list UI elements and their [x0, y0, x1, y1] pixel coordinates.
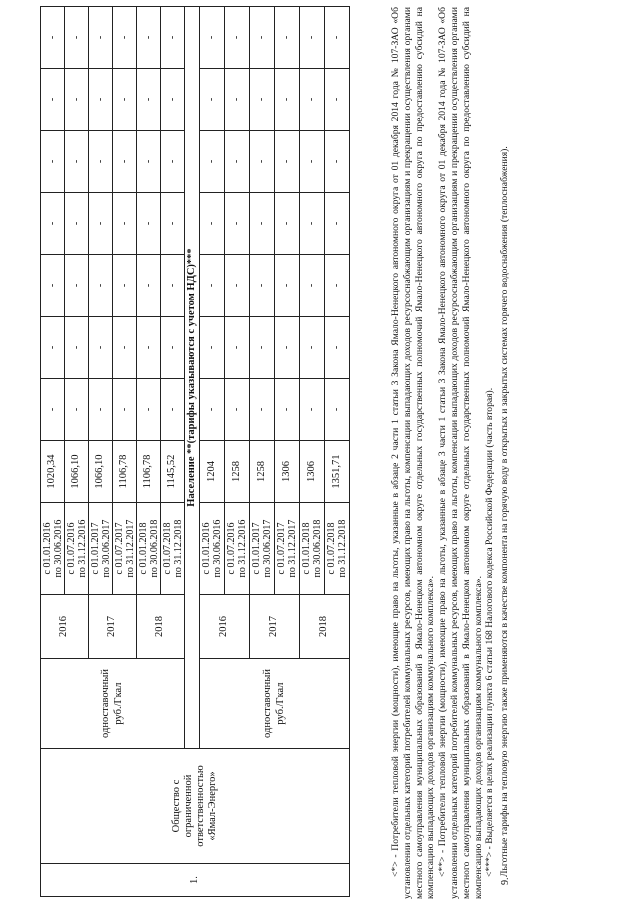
dash: - — [306, 159, 318, 164]
period-from: с 01.01.2018 — [301, 522, 312, 575]
period-from: с 01.07.2018 — [161, 522, 173, 575]
period-to: по 30.06.2016 — [52, 519, 64, 578]
tariff-value-cell — [250, 441, 275, 503]
period-from: с 01.01.2016 — [41, 522, 53, 575]
period-cell — [89, 503, 113, 595]
dash-cell — [161, 69, 185, 131]
dash-cell — [113, 317, 137, 379]
dash: - — [306, 407, 318, 412]
dash-cell — [300, 7, 325, 69]
period-cell — [250, 503, 275, 595]
dash-cell — [250, 131, 275, 193]
period-to: по 31.12.2017 — [287, 519, 298, 578]
year-cell — [41, 595, 89, 659]
footnote-double-asterisk: <**> - Потребители тепловой энергии (мощности), имеющие право на льготы, указанные в абзаце 3 части 1 статьи 3 Закона Ямало-Ненецкого автономного округа от 01 декабря 2014 года № 107-ЗАО «Об установлении отдельных категорий потребителей коммунальных ресурсов, имеющих право на льготы, компенсации выпадающих доходов ресурсоснабжающим организациям и прекращении осуществления органами местного самоуправления муниципальных образований в Ямало-Ненецком автономном округе отдельных государственных полномочий Ямало-Ненецкого автономного округа по предоставлению субсидий на компенсацию выпадающих доходов организациям коммунального комплекса». — [437, 7, 484, 899]
period-from: с 01.01.2016 — [201, 522, 212, 575]
dash: - — [256, 97, 268, 102]
dash: - — [256, 407, 268, 412]
dash-cell — [225, 379, 250, 441]
dash: - — [94, 345, 106, 350]
year-label: 2018 — [154, 616, 166, 637]
dash: - — [206, 345, 218, 350]
dash-cell — [250, 69, 275, 131]
dash: - — [118, 159, 130, 164]
dash-cell — [41, 131, 65, 193]
dash-cell — [250, 379, 275, 441]
dash-cell — [65, 131, 89, 193]
dash-cell — [325, 317, 350, 379]
dash-cell — [113, 69, 137, 131]
dash: - — [206, 283, 218, 288]
dash: - — [306, 221, 318, 226]
period-to: по 30.06.2018 — [148, 519, 160, 578]
dash-cell — [65, 317, 89, 379]
period-cell — [113, 503, 137, 595]
dash-cell — [300, 379, 325, 441]
year-label: 2016 — [218, 616, 230, 637]
dash-cell — [41, 193, 65, 255]
period-cell — [300, 503, 325, 595]
dash: - — [118, 407, 130, 412]
dash-cell — [161, 193, 185, 255]
dash: - — [46, 159, 58, 164]
tariff-value-cell — [89, 441, 113, 503]
dash: - — [118, 345, 130, 350]
dash: - — [331, 407, 343, 412]
dash: - — [142, 97, 154, 102]
dash: - — [231, 159, 243, 164]
footnotes — [390, 7, 511, 899]
organization-name: Общество с ограниченной ответственностью «Ямал-Энерго» — [170, 765, 219, 847]
dash: - — [331, 221, 343, 226]
year-cell — [89, 595, 137, 659]
dash: - — [118, 97, 130, 102]
organization-cell — [41, 749, 350, 864]
period-from: с 01.07.2016 — [65, 522, 77, 575]
dash-cell — [200, 69, 225, 131]
dash: - — [46, 35, 58, 40]
tariff-value: 1351,71 — [330, 454, 342, 489]
dash: - — [281, 35, 293, 40]
dash: - — [306, 35, 318, 40]
dash-cell — [225, 317, 250, 379]
dash: - — [281, 345, 293, 350]
dash-cell — [41, 69, 65, 131]
dash-cell — [137, 69, 161, 131]
period-to: по 30.06.2017 — [100, 519, 112, 578]
period-to: по 31.12.2016 — [76, 519, 88, 578]
dash-cell — [250, 193, 275, 255]
dash: - — [142, 283, 154, 288]
dash-cell — [325, 69, 350, 131]
dash-cell — [225, 131, 250, 193]
dash-cell — [200, 131, 225, 193]
dash: - — [94, 407, 106, 412]
tariff-value-cell — [113, 441, 137, 503]
dash-cell — [65, 193, 89, 255]
dash: - — [142, 159, 154, 164]
tariff-type-cell-b — [200, 659, 350, 749]
period-from: с 01.01.2017 — [251, 522, 262, 575]
dash: - — [206, 407, 218, 412]
dash: - — [331, 345, 343, 350]
tariff-value: 1204 — [205, 461, 217, 482]
dash-cell — [200, 317, 225, 379]
dash: - — [281, 283, 293, 288]
section-heading: Население **(тарифы указываются с учетом НДС)*** — [185, 248, 197, 507]
dash-cell — [225, 255, 250, 317]
period-cell — [41, 503, 65, 595]
dash-cell — [89, 317, 113, 379]
dash: - — [256, 283, 268, 288]
period-cell — [225, 503, 250, 595]
dash-cell — [65, 379, 89, 441]
dash: - — [166, 97, 178, 102]
dash: - — [256, 221, 268, 226]
period-to: по 30.06.2016 — [212, 519, 223, 578]
section-heading-cell — [185, 7, 200, 749]
dash-cell — [325, 193, 350, 255]
dash-cell — [41, 317, 65, 379]
dash-cell — [89, 193, 113, 255]
period-to: по 31.12.2018 — [172, 519, 184, 578]
tariff-value-cell — [65, 441, 89, 503]
period-from: с 01.07.2017 — [276, 522, 287, 575]
dash: - — [46, 97, 58, 102]
dash-cell — [200, 193, 225, 255]
dash: - — [166, 345, 178, 350]
tariff-value: 1106,78 — [118, 454, 130, 489]
dash-cell — [250, 317, 275, 379]
dash: - — [118, 283, 130, 288]
period-cell — [275, 503, 300, 595]
period-from: с 01.07.2017 — [113, 522, 125, 575]
dash-cell — [275, 379, 300, 441]
dash: - — [281, 159, 293, 164]
dash: - — [206, 159, 218, 164]
period-to: по 30.06.2017 — [262, 519, 273, 578]
dash: - — [166, 283, 178, 288]
tariff-value-cell — [325, 441, 350, 503]
dash: - — [142, 221, 154, 226]
dash-cell — [65, 7, 89, 69]
period-cell — [200, 503, 225, 595]
dash-cell — [161, 131, 185, 193]
footnote-triple-asterisk: <***> - Выделяется в целях реализации пункта 6 статьи 168 Налогового кодекса Российской Федерации (часть вторая). — [484, 387, 496, 877]
dash-cell — [225, 7, 250, 69]
dash-cell — [300, 69, 325, 131]
year-label: 2018 — [318, 616, 330, 637]
year-cell — [250, 595, 300, 659]
dash: - — [94, 35, 106, 40]
dash: - — [306, 345, 318, 350]
year-label: 2017 — [106, 616, 118, 637]
dash: - — [231, 97, 243, 102]
dash: - — [231, 35, 243, 40]
dash-cell — [113, 7, 137, 69]
dash-cell — [161, 255, 185, 317]
dash: - — [306, 97, 318, 102]
row-number: 1. — [188, 876, 200, 884]
dash-cell — [325, 379, 350, 441]
dash: - — [70, 35, 82, 40]
dash: - — [281, 97, 293, 102]
tariff-value-cell — [300, 441, 325, 503]
dash-cell — [65, 255, 89, 317]
dash: - — [46, 345, 58, 350]
dash: - — [70, 221, 82, 226]
period-to: по 31.12.2017 — [124, 519, 136, 578]
tariff-table — [40, 6, 350, 897]
dash-cell — [325, 131, 350, 193]
dash: - — [118, 221, 130, 226]
dash-cell — [225, 193, 250, 255]
dash: - — [70, 407, 82, 412]
dash: - — [166, 159, 178, 164]
dash: - — [281, 221, 293, 226]
dash-cell — [161, 317, 185, 379]
period-from: с 01.01.2018 — [137, 522, 149, 575]
dash-cell — [65, 69, 89, 131]
period-to: по 30.06.2018 — [312, 519, 323, 578]
dash-cell — [275, 193, 300, 255]
period-from: с 01.01.2017 — [89, 522, 101, 575]
dash-cell — [275, 131, 300, 193]
tariff-value-cell — [161, 441, 185, 503]
dash: - — [46, 283, 58, 288]
dash: - — [142, 407, 154, 412]
dash: - — [46, 221, 58, 226]
dash-cell — [113, 255, 137, 317]
dash-cell — [41, 255, 65, 317]
tariff-value: 1258 — [230, 461, 242, 482]
dash-cell — [250, 7, 275, 69]
tariff-type-cell-a — [41, 659, 185, 749]
dash-cell — [325, 7, 350, 69]
dash: - — [206, 35, 218, 40]
dash-cell — [325, 255, 350, 317]
dash-cell — [250, 255, 275, 317]
dash: - — [206, 97, 218, 102]
dash: - — [46, 407, 58, 412]
dash-cell — [275, 69, 300, 131]
tariff-value-cell — [137, 441, 161, 503]
dash-cell — [89, 69, 113, 131]
dash-cell — [89, 255, 113, 317]
row-number-cell — [41, 864, 350, 897]
year-cell — [200, 595, 250, 659]
period-to: по 31.12.2016 — [237, 519, 248, 578]
closing-note: Льготные тарифы на тепловую энергию также применяются в качестве компонента на горячую воду в открытых и закрытых системах горячего водоснабжения (теплоснабжения). — [499, 146, 511, 877]
dash: - — [231, 407, 243, 412]
dash: - — [331, 35, 343, 40]
dash-cell — [137, 317, 161, 379]
dash: - — [142, 35, 154, 40]
dash-cell — [137, 131, 161, 193]
tariff-value-cell — [225, 441, 250, 503]
year-label: 2016 — [58, 616, 70, 637]
dash: - — [94, 159, 106, 164]
dash: - — [256, 345, 268, 350]
year-label: 2017 — [268, 616, 280, 637]
dash: - — [70, 345, 82, 350]
dash-cell — [300, 193, 325, 255]
dash: - — [142, 345, 154, 350]
dash: - — [206, 221, 218, 226]
dash-cell — [41, 379, 65, 441]
dash-cell — [137, 255, 161, 317]
dash-cell — [300, 255, 325, 317]
dash: - — [166, 407, 178, 412]
dash-cell — [275, 317, 300, 379]
period-cell — [65, 503, 89, 595]
dash: - — [231, 283, 243, 288]
dash: - — [118, 35, 130, 40]
dash: - — [70, 97, 82, 102]
period-from: с 01.07.2016 — [226, 522, 237, 575]
dash-cell — [161, 379, 185, 441]
tariff-type-label: одноставочный руб./Гкал — [262, 669, 286, 738]
dash-cell — [225, 69, 250, 131]
dash: - — [94, 97, 106, 102]
dash-cell — [113, 131, 137, 193]
dash: - — [70, 159, 82, 164]
dash: - — [166, 35, 178, 40]
tariff-value-cell — [41, 441, 65, 503]
dash-cell — [200, 7, 225, 69]
dash-cell — [113, 379, 137, 441]
dash-cell — [161, 7, 185, 69]
tariff-type-label: одноставочный руб./Гкал — [100, 669, 124, 738]
dash-cell — [300, 317, 325, 379]
tariff-value: 1066,10 — [70, 454, 82, 489]
tariff-value-cell — [275, 441, 300, 503]
dash-cell — [275, 255, 300, 317]
year-cell — [137, 595, 185, 659]
period-cell — [325, 503, 350, 595]
dash-cell — [137, 7, 161, 69]
dash: - — [94, 283, 106, 288]
dash-cell — [89, 379, 113, 441]
tariff-value: 1145,52 — [166, 454, 178, 489]
period-cell — [137, 503, 161, 595]
dash-cell — [113, 193, 137, 255]
tariff-value: 1106,78 — [142, 454, 154, 489]
tariff-value: 1306 — [305, 461, 317, 482]
dash: - — [331, 283, 343, 288]
dash: - — [70, 283, 82, 288]
dash-cell — [137, 193, 161, 255]
dash: - — [306, 283, 318, 288]
year-cell — [300, 595, 350, 659]
tariff-value: 1066,10 — [94, 454, 106, 489]
period-cell — [161, 503, 185, 595]
dash: - — [256, 159, 268, 164]
tariff-value: 1258 — [255, 461, 267, 482]
dash: - — [231, 345, 243, 350]
footnote-single-asterisk: <*> - Потребители тепловой энергии (мощности), имеющие право на льготы, указанные в абзаце 2 части 1 статьи 3 Закона Ямало-Ненецкого автономного округа от 01 декабря 2014 года № 107-ЗАО «Об установлении отдельных категорий потребителей коммунальных ресурсов, имеющих право на льготы, компенсации выпадающих доходов ресурсоснабжающим организациям и прекращении осуществления органами местного самоуправления муниципальных образований в Ямало-Ненецком автономном округе отдельных государственных полномочий Ямало-Ненецкого автономного округа по предоставлению субсидий на компенсацию выпадающих доходов организациям коммунального комплекса». — [390, 7, 437, 899]
tariff-value: 1306 — [280, 461, 292, 482]
dash: - — [281, 407, 293, 412]
dash-cell — [89, 131, 113, 193]
dash-cell — [137, 379, 161, 441]
page-number: 9. — [500, 877, 511, 885]
dash-cell — [41, 7, 65, 69]
dash: - — [231, 221, 243, 226]
dash: - — [331, 159, 343, 164]
dash: - — [331, 97, 343, 102]
period-to: по 31.12.2018 — [337, 519, 348, 578]
period-from: с 01.07.2018 — [326, 522, 337, 575]
dash: - — [256, 35, 268, 40]
tariff-value: 1020,34 — [46, 454, 58, 489]
dash-cell — [200, 255, 225, 317]
dash-cell — [200, 379, 225, 441]
dash-cell — [275, 7, 300, 69]
dash: - — [94, 221, 106, 226]
dash: - — [166, 221, 178, 226]
tariff-value-cell — [200, 441, 225, 503]
dash-cell — [300, 131, 325, 193]
dash-cell — [89, 7, 113, 69]
